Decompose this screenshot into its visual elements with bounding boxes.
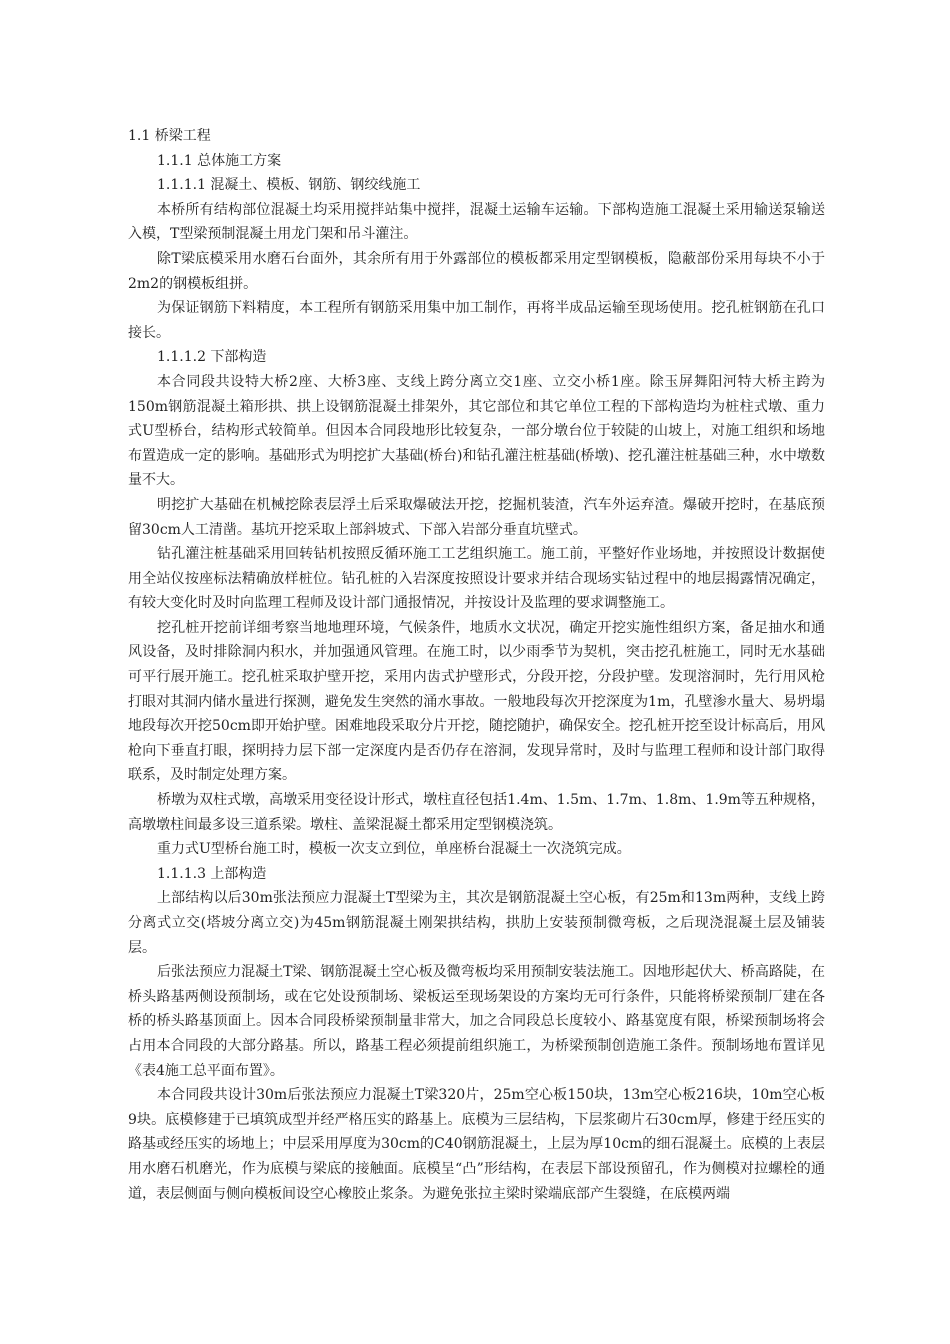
paragraph-dug-piles: 挖孔桩开挖前详细考察当地地理环境，气候条件，地质水文状况，确定开挖实施性组织方案，备足抽水和通风设备，及时排除洞内积水，并加强通风管理。在施工时，以少雨季节为契机，突击挖孔桩施工，同时无水基础可平行展开施工。挖孔桩采取护壁开挖，采用内齿式护壁形式，分段开挖，分段护壁。发现溶洞时，先行用风枪打眼对其洞内储水量进行探测，避免发生突然的涌水事故。一般地段每次开挖深度为1m，孔壁渗水量大、易坍塌地段每次开挖50cm即开始护壁。困难地段采取分片开挖，随挖随护，确保安全。挖孔桩开挖至设计标高后，用风枪向下垂直打眼，探明持力层下部一定深度内是否仍存在溶洞，发现异常时，及时与监理工程师和设计部门取得联系，及时制定处理方案。 bbox=[128, 619, 825, 784]
paragraph-superstructure-overview: 上部结构以后30m张法预应力混凝土T型梁为主，其次是钢筋混凝土空心板，有25m和13m两种，支线上跨分离式立交(塔坡分离立交)为45m钢筋混凝土刚架拱结构，拱肋上安装预制微弯板，之后现浇混凝土层及铺装层。 bbox=[128, 890, 825, 956]
paragraph-piers: 桥墩为双柱式墩，高墩采用变径设计形式，墩柱直径包括1.4m、1.5m、1.7m、1.8m、1.9m等五种规格，高墩墩柱间最多设三道系梁。墩柱、盖梁混凝土都采用定型钢模浇筑。 bbox=[128, 792, 825, 833]
section-heading-1-1-1-1: 1.1.1.1 混凝土、模板、钢筋、钢绞线施工 bbox=[157, 177, 421, 194]
paragraph-rebar: 为保证钢筋下料精度，本工程所有钢筋采用集中加工制作，再将半成品运输至现场使用。挖孔桩钢筋在孔口接长。 bbox=[128, 300, 825, 341]
paragraph-bored-piles: 钻孔灌注桩基础采用回转钻机按照反循环施工工艺组织施工。施工前，平整好作业场地，并按照设计数据使用全站仪按座标法精确放样桩位。钻孔桩的入岩深度按照设计要求并结合现场实钻过程中的地层揭露情况确定，有较大变化时及时向监理工程师及设计部门通报情况，并按设计及监理的要求调整施工。 bbox=[128, 546, 825, 612]
paragraph-prefabrication: 后张法预应力混凝土T梁、钢筋混凝土空心板及微弯板均采用预制安装法施工。因地形起伏大、桥高路陡，在桥头路基两侧设预制场，或在它处设预制场、梁板运至现场架设的方案均无可行条件，只能将桥梁预制厂建在各桥的桥头路基顶面上。因本合同段桥梁预制量非常大，加之合同段总长度较小、路基宽度有限，桥梁预制场将会占用本合同段的大部分路基。所以，路基工程必须提前组织施工，为桥梁预制创造施工条件。预制场地布置详见《表4施工总平面布置》。 bbox=[128, 964, 825, 1079]
paragraph-substructure-overview: 本合同段共设特大桥2座、大桥3座、支线上跨分离立交1座、立交小桥1座。除玉屏舞阳河特大桥主跨为150m钢筋混凝土箱形拱、拱上设钢筋混凝土排架外，其它部位和其它单位工程的下部构造均为桩柱式墩、重力式U型桥台，结构形式较简单。但因本合同段地形比较复杂，一部分墩台位于较陡的山坡上，对施工组织和场地布置造成一定的影响。基础形式为明挖扩大基础(桥台)和钻孔灌注桩基础(桥墩)、挖孔灌注桩基础三种，水中墩数量不大。 bbox=[128, 373, 825, 489]
section-heading-1-1-1: 1.1.1 总体施工方案 bbox=[157, 152, 282, 169]
section-heading-1-1: 1.1 桥梁工程 bbox=[128, 128, 211, 144]
paragraph-concrete-mixing: 本桥所有结构部位混凝土均采用搅拌站集中搅拌，混凝土运输车运输。下部构造施工混凝土采用输送泵输送入模，T型梁预制混凝土用龙门架和吊斗灌注。 bbox=[128, 201, 825, 243]
paragraph-formwork: 除T梁底模采用水磨石台面外，其余所有用于外露部位的模板都采用定型钢模板，隐蔽部份采用每块不小于2m2的钢模板组拼。 bbox=[128, 250, 825, 292]
paragraph-open-excavation: 明挖扩大基础在机械挖除表层浮土后采取爆破法开挖，挖掘机装渣，汽车外运弃渣。爆破开挖时，在基底预留30cm人工清凿。基坑开挖采取上部斜坡式、下部入岩部分垂直坑壁式。 bbox=[128, 496, 825, 538]
paragraph-abutments: 重力式U型桥台施工时，模板一次支立到位，单座桥台混凝土一次浇筑完成。 bbox=[157, 841, 631, 858]
paragraph-beam-quantities: 本合同段共设计30m后张法预应力混凝土T梁320片，25m空心板150块，13m空心板216块，10m空心板9块。底模修建于已填筑成型并经严格压实的路基上。底模为三层结构，下层浆砌片石30cm厚，修建于经压实的路基或经压实的场地上；中层采用厚度为30cm的C40钢筋混凝土，上层为厚10cm的细石混凝土。底模的上表层用水磨石机磨光，作为底模与梁底的接触面。底模呈“凸”形结构，在表层下部设预留孔，作为侧模对拉螺栓的通道，表层侧面与侧向模板间设空心橡胶止浆条。为避免张拉主梁时梁端底部产生裂缝，在底模两端 bbox=[128, 1087, 825, 1202]
section-heading-1-1-1-3: 1.1.1.3 上部构造 bbox=[157, 865, 267, 882]
section-heading-1-1-1-2: 1.1.1.2 下部构造 bbox=[157, 349, 267, 366]
